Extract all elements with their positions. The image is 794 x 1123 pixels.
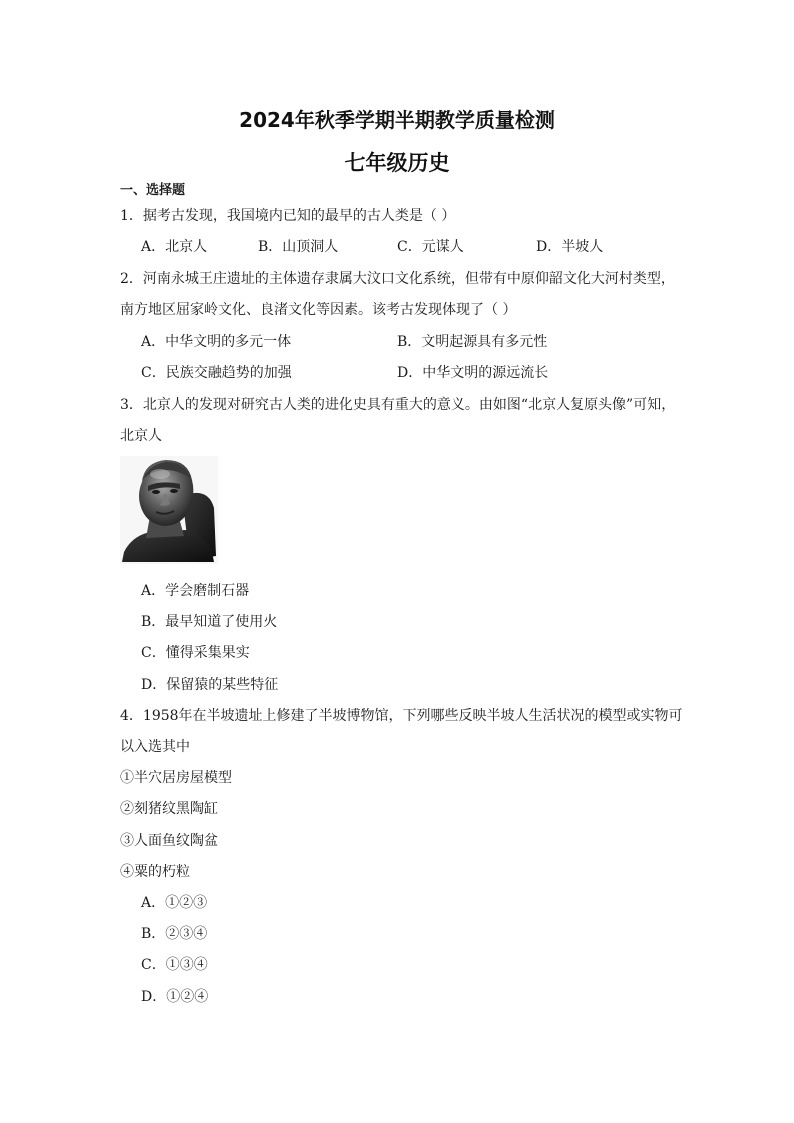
question-1-option-c[interactable]: C．元谋人 (397, 239, 464, 255)
question-3-option-c[interactable]: C．懂得采集果实 (141, 645, 250, 661)
question-3-option-d[interactable]: D．保留猿的某些特征 (141, 677, 279, 693)
exam-title: 2024年秋季学期半期教学质量检测 (239, 108, 555, 132)
section-heading: 一、选择题 (120, 183, 186, 198)
question-1-option-b[interactable]: B．山顶洞人 (258, 239, 339, 255)
question-4-option-d[interactable]: D．①②④ (141, 989, 209, 1005)
question-3-option-a[interactable]: A．学会磨制石器 (141, 583, 250, 599)
question-3-option-b[interactable]: B．最早知道了使用火 (141, 614, 278, 630)
question-3-stem-line-1: 3．北京人的发现对研究古人类的进化史具有重大的意义。由如图“北京人复原头像”可知， (120, 397, 676, 413)
question-4-option-a[interactable]: A．①②③ (141, 895, 208, 911)
exam-subtitle: 七年级历史 (344, 151, 450, 175)
peking-man-bust-image (120, 456, 218, 564)
question-2-option-d[interactable]: D．中华文明的源远流长 (397, 365, 549, 381)
question-2-stem-line-1: 2．河南永城王庄遗址的主体遗存隶属大汶口文化系统，但带有中原仰韶文化大河村类型， (120, 271, 675, 287)
question-4-item-3: ③人面鱼纹陶盆 (120, 833, 218, 849)
question-4-item-2: ②刻猪纹黑陶缸 (120, 801, 218, 817)
question-2-stem-line-2: 南方地区屈家岭文化、良渚文化等因素。该考古发现体现了（ ） (120, 302, 517, 318)
question-2-option-a[interactable]: A．中华文明的多元一体 (141, 334, 292, 350)
question-1-option-a[interactable]: A．北京人 (141, 239, 208, 255)
question-4-item-1: ①半穴居房屋模型 (120, 770, 232, 786)
question-3-stem-line-2: 北京人 (120, 428, 162, 444)
question-4-stem-line-2: 以入选其中 (120, 739, 190, 755)
question-1-stem: 1．据考古发现，我国境内已知的最早的古人类是（ ） (120, 208, 456, 224)
question-1-option-d[interactable]: D．半坡人 (536, 239, 604, 255)
question-2-option-b[interactable]: B．文明起源具有多元性 (397, 334, 548, 350)
question-2-option-c[interactable]: C．民族交融趋势的加强 (141, 365, 292, 381)
question-4-option-b[interactable]: B．②③④ (141, 926, 208, 942)
question-4-item-4: ④粟的朽粒 (120, 864, 190, 880)
question-4-option-c[interactable]: C．①③④ (141, 957, 208, 973)
question-4-stem-line-1: 4．1958年在半坡遗址上修建了半坡博物馆，下列哪些反映半坡人生活状况的模型或实物可 (120, 708, 683, 724)
